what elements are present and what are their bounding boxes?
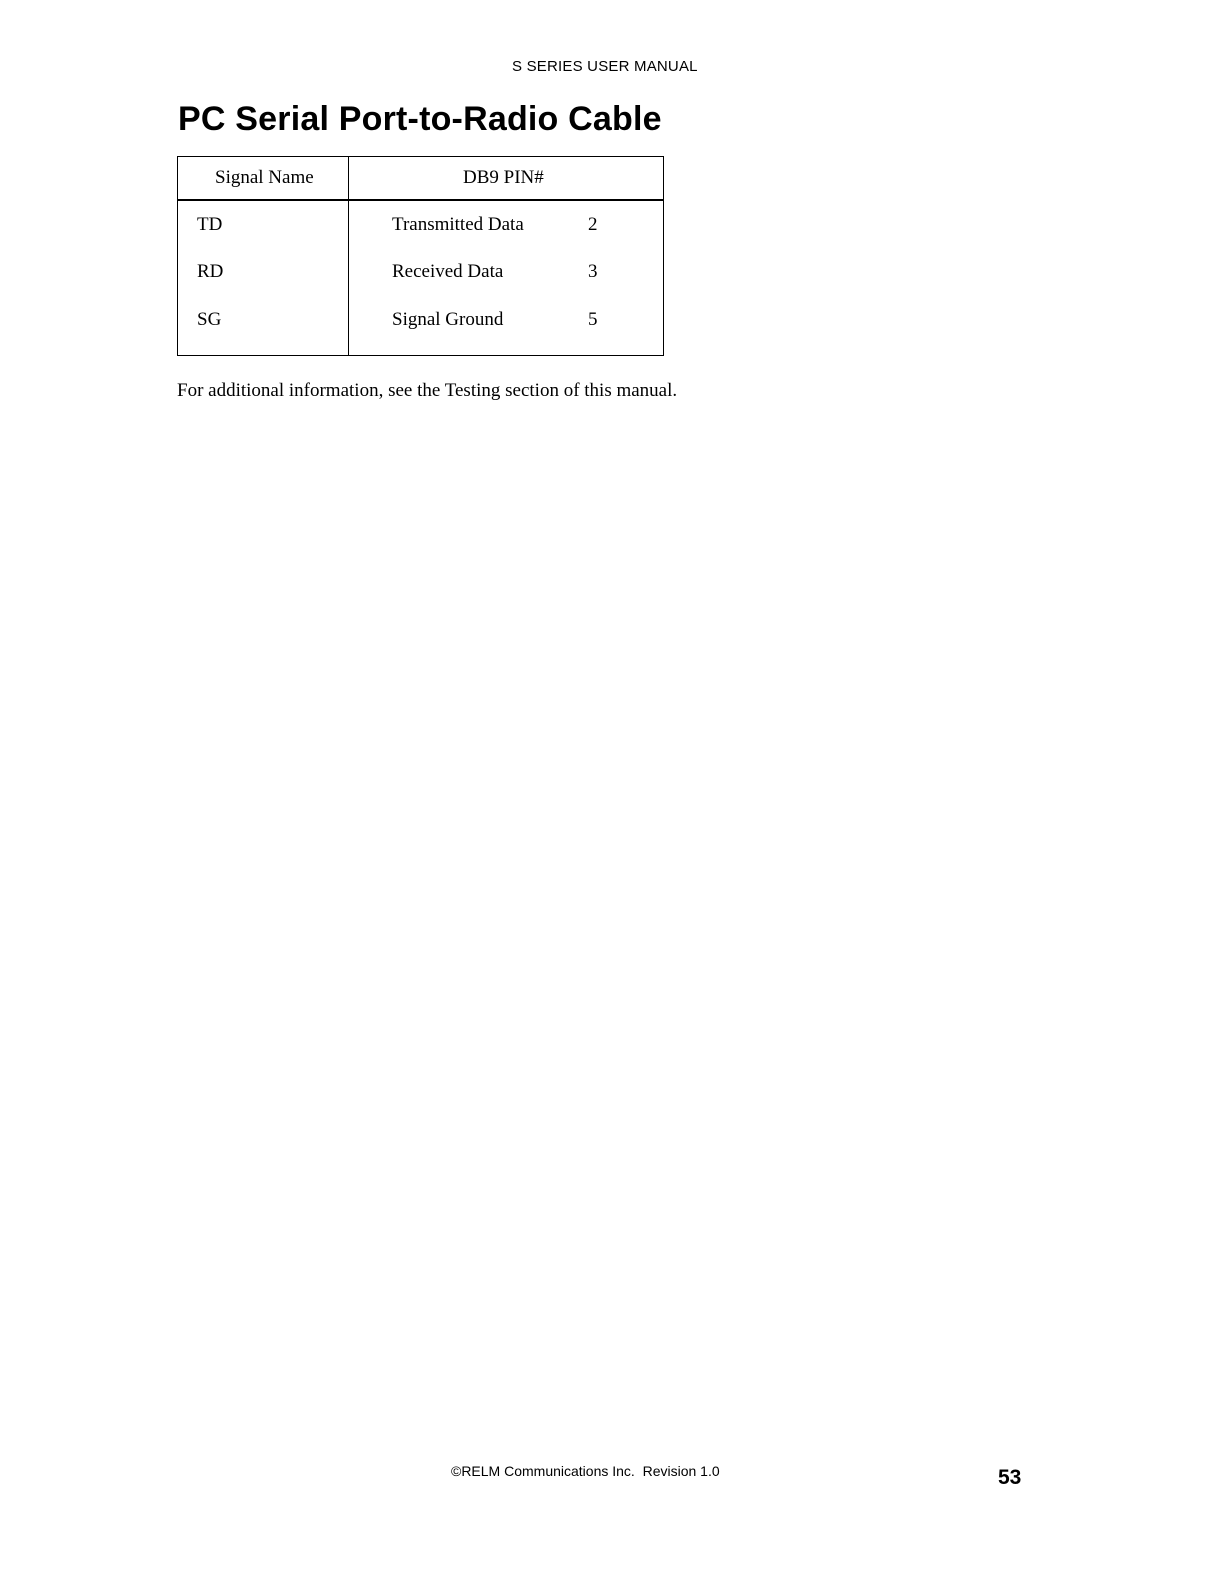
additional-info-note: For additional information, see the Testing section of this manual. (177, 380, 678, 401)
page-number: 53 (998, 1466, 1022, 1489)
signal-name-cell: RD (197, 261, 224, 282)
running-header: S SERIES USER MANUAL (512, 58, 698, 75)
footer-copyright: ©RELM Communications Inc. Revision 1.0 (451, 1463, 720, 1479)
signal-name-cell: TD (197, 214, 223, 235)
table-row (178, 261, 663, 291)
pin-number-cell: 3 (588, 261, 598, 282)
pin-table (177, 156, 664, 356)
column-header-db9-pin: DB9 PIN# (463, 167, 544, 188)
table-row (178, 309, 663, 339)
table-row (178, 214, 663, 244)
column-header-signal-name: Signal Name (215, 167, 314, 188)
signal-name-cell: SG (197, 309, 222, 330)
table-header-row (178, 157, 663, 201)
pin-number-cell: 5 (588, 309, 598, 330)
signal-description-cell: Received Data (392, 261, 504, 282)
signal-description-cell: Signal Ground (392, 309, 504, 330)
page-title: PC Serial Port-to-Radio Cable (178, 100, 662, 138)
signal-description-cell: Transmitted Data (392, 214, 524, 235)
pin-number-cell: 2 (588, 214, 598, 235)
